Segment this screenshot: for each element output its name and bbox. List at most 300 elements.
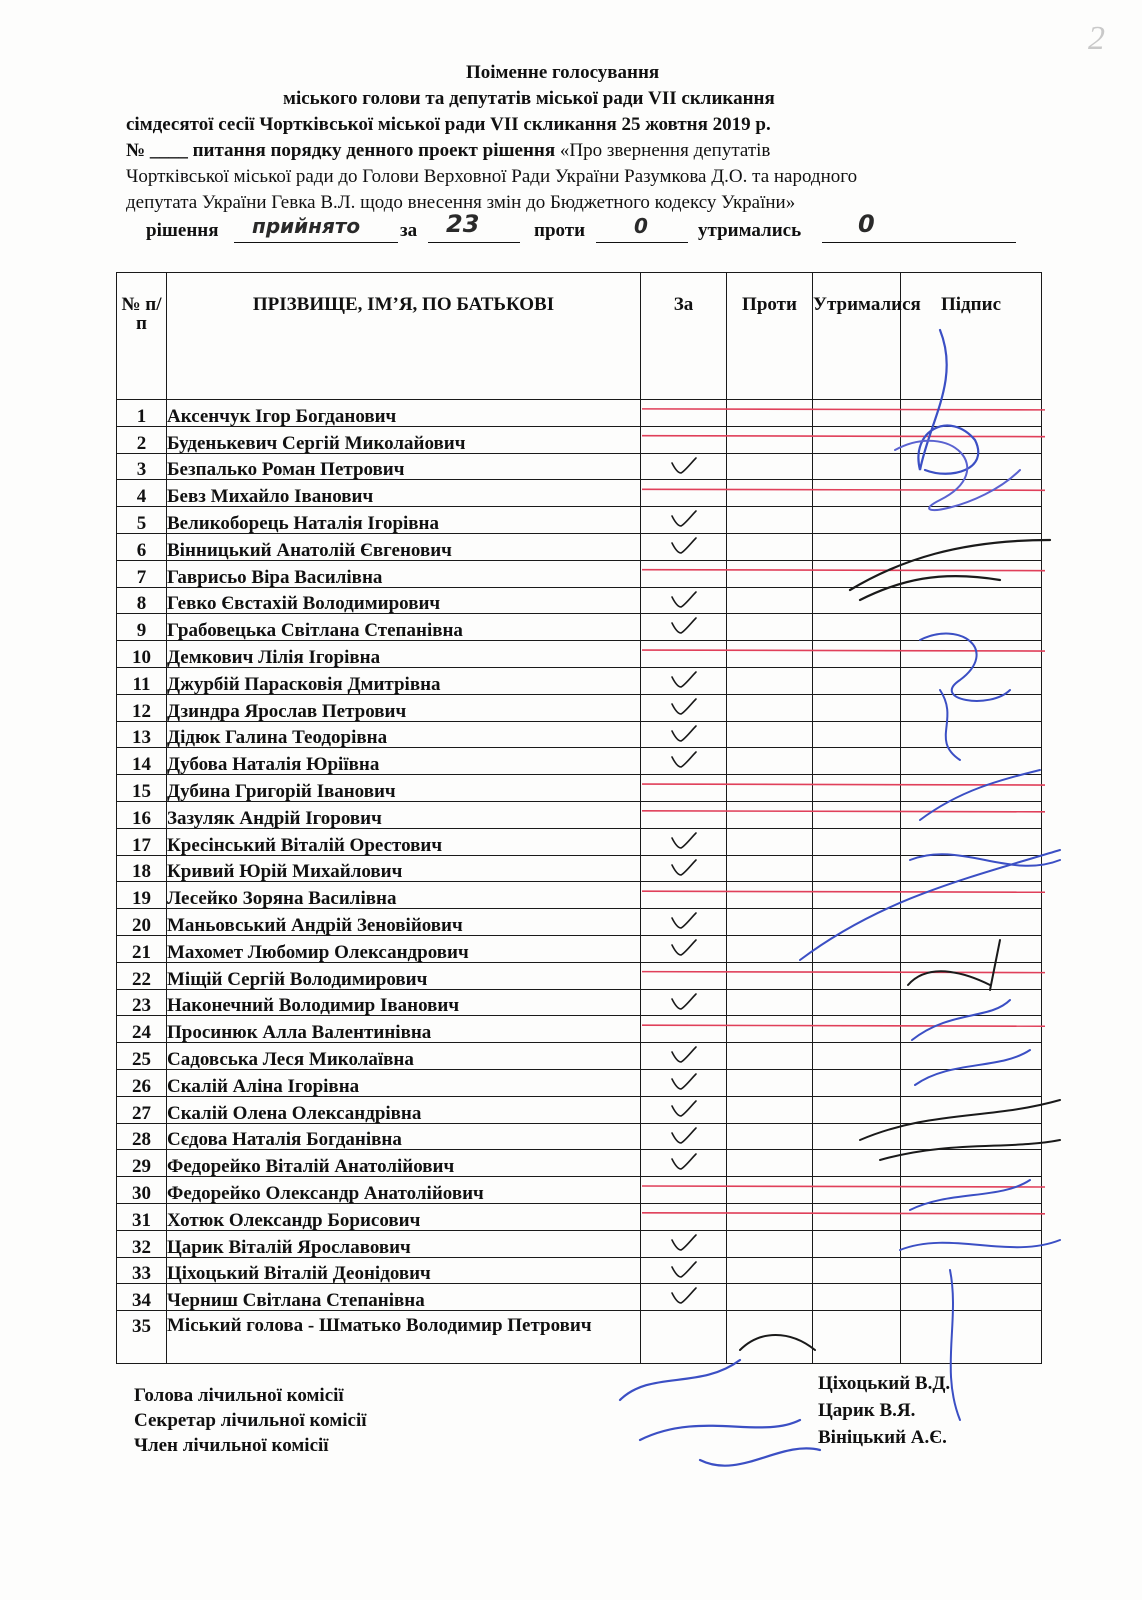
row-number: 16	[117, 801, 167, 828]
header-abstained: Утрималися	[813, 273, 901, 400]
abstained-value: 0	[858, 210, 875, 238]
member-label: Член лічильної комісії	[134, 1435, 329, 1456]
row-against-cell	[727, 1069, 813, 1096]
row-name: Кресінський Віталій Орестович	[167, 828, 641, 855]
row-for-cell	[641, 1016, 727, 1043]
row-for-cell	[641, 614, 727, 641]
checkmark-icon	[669, 1125, 699, 1147]
document-title: Поіменне голосування	[466, 62, 660, 83]
row-against-cell	[727, 400, 813, 427]
row-against-cell	[727, 641, 813, 668]
row-number: 28	[117, 1123, 167, 1150]
row-abstained-cell	[813, 480, 901, 507]
footer-signature	[620, 1360, 820, 1466]
table-row	[117, 748, 1042, 775]
checkmark-icon	[669, 589, 699, 611]
row-name: Вінницький Анатолій Євгенович	[167, 533, 641, 560]
checkmark-icon	[669, 937, 699, 959]
row-number: 25	[117, 1043, 167, 1070]
row-name: Безпалько Роман Петрович	[167, 453, 641, 480]
row-number: 5	[117, 507, 167, 534]
row-against-cell	[727, 855, 813, 882]
commission-names	[818, 1370, 950, 1451]
row-against-cell	[727, 935, 813, 962]
row-for-cell	[641, 1150, 727, 1177]
row-for-cell	[641, 989, 727, 1016]
row-against-cell	[727, 1043, 813, 1070]
row-against-cell	[727, 533, 813, 560]
row-against-cell	[727, 614, 813, 641]
row-for-cell	[641, 748, 727, 775]
table-row	[117, 989, 1042, 1016]
row-name: Наконечний Володимир Іванович	[167, 989, 641, 1016]
row-number: 19	[117, 882, 167, 909]
row-abstained-cell	[813, 641, 901, 668]
row-number: 10	[117, 641, 167, 668]
row-signature-cell	[901, 480, 1042, 507]
row-abstained-cell	[813, 1043, 901, 1070]
row-against-cell	[727, 1123, 813, 1150]
row-signature-cell	[901, 748, 1042, 775]
row-signature-cell	[901, 453, 1042, 480]
row-name: Буденькевич Сергій Миколайович	[167, 426, 641, 453]
table-row	[117, 1230, 1042, 1257]
row-against-cell	[727, 1311, 813, 1364]
row-abstained-cell	[813, 453, 901, 480]
row-number: 23	[117, 989, 167, 1016]
row-abstained-cell	[813, 1311, 901, 1364]
row-signature-cell	[901, 426, 1042, 453]
row-against-cell	[727, 426, 813, 453]
row-number: 35	[117, 1311, 167, 1364]
row-abstained-cell	[813, 775, 901, 802]
row-against-cell	[727, 1177, 813, 1204]
row-signature-cell	[901, 828, 1042, 855]
row-for-cell	[641, 1123, 727, 1150]
row-abstained-cell	[813, 533, 901, 560]
decision-value: прийнято	[252, 214, 361, 238]
row-number: 27	[117, 1096, 167, 1123]
row-number: 8	[117, 587, 167, 614]
table-row	[117, 480, 1042, 507]
row-number: 31	[117, 1203, 167, 1230]
row-abstained-cell	[813, 560, 901, 587]
table-row	[117, 1311, 1042, 1364]
row-for-cell	[641, 1230, 727, 1257]
row-for-cell	[641, 1069, 727, 1096]
checkmark-icon	[669, 723, 699, 745]
row-against-cell	[727, 1150, 813, 1177]
table-row	[117, 1043, 1042, 1070]
row-signature-cell	[901, 400, 1042, 427]
row-name: Демкович Лілія Ігорівна	[167, 641, 641, 668]
row-signature-cell	[901, 935, 1042, 962]
row-number: 15	[117, 775, 167, 802]
table-row	[117, 614, 1042, 641]
row-name: Просинюк Алла Валентинівна	[167, 1016, 641, 1043]
row-number: 26	[117, 1069, 167, 1096]
row-signature-cell	[901, 1257, 1042, 1284]
row-signature-cell	[901, 989, 1042, 1016]
row-number: 21	[117, 935, 167, 962]
row-signature-cell	[901, 694, 1042, 721]
row-number: 29	[117, 1150, 167, 1177]
row-for-cell	[641, 694, 727, 721]
row-for-cell	[641, 480, 727, 507]
row-against-cell	[727, 828, 813, 855]
row-signature-cell	[901, 1311, 1042, 1364]
row-name: Аксенчук Ігор Богданович	[167, 400, 641, 427]
table-row	[117, 882, 1042, 909]
row-signature-cell	[901, 533, 1042, 560]
row-abstained-cell	[813, 1203, 901, 1230]
row-name: Дідюк Галина Теодорівна	[167, 721, 641, 748]
row-name: Дубина Григорій Іванович	[167, 775, 641, 802]
row-signature-cell	[901, 855, 1042, 882]
row-abstained-cell	[813, 694, 901, 721]
row-signature-cell	[901, 1284, 1042, 1311]
member-name: Вініцький А.Є.	[818, 1427, 947, 1448]
row-name: Міський голова - Шматько Володимир Петрович	[167, 1311, 641, 1364]
row-number: 18	[117, 855, 167, 882]
row-for-cell	[641, 426, 727, 453]
row-against-cell	[727, 480, 813, 507]
row-against-cell	[727, 962, 813, 989]
row-abstained-cell	[813, 1016, 901, 1043]
row-abstained-cell	[813, 614, 901, 641]
table-row	[117, 453, 1042, 480]
row-number: 2	[117, 426, 167, 453]
roll-call-table	[116, 272, 1042, 1364]
row-signature-cell	[901, 507, 1042, 534]
table-row	[117, 1096, 1042, 1123]
row-abstained-cell	[813, 587, 901, 614]
row-for-cell	[641, 1096, 727, 1123]
secretary-label: Секретар лічильної комісії	[134, 1410, 367, 1431]
row-for-cell	[641, 775, 727, 802]
checkmark-icon	[669, 1044, 699, 1066]
row-abstained-cell	[813, 426, 901, 453]
secretary-name: Царик В.Я.	[818, 1400, 916, 1421]
row-number: 9	[117, 614, 167, 641]
row-against-cell	[727, 667, 813, 694]
row-against-cell	[727, 989, 813, 1016]
row-for-cell	[641, 400, 727, 427]
row-signature-cell	[901, 1177, 1042, 1204]
chair-label: Голова лічильної комісії	[134, 1385, 344, 1406]
row-against-cell	[727, 1016, 813, 1043]
table-row	[117, 775, 1042, 802]
row-signature-cell	[901, 1016, 1042, 1043]
row-signature-cell	[901, 614, 1042, 641]
checkmark-icon	[669, 615, 699, 637]
checkmark-icon	[669, 1151, 699, 1173]
row-against-cell	[727, 775, 813, 802]
row-name: Кривий Юрій Михайлович	[167, 855, 641, 882]
row-for-cell	[641, 855, 727, 882]
header-against: Проти	[727, 273, 813, 400]
table-row	[117, 828, 1042, 855]
checkmark-icon	[669, 1259, 699, 1281]
row-name: Дзиндра Ярослав Петрович	[167, 694, 641, 721]
header-line-3: сімдесятої сесії Чортківської міської ради VII скликання 25 жовтня 2019 р.	[126, 114, 771, 135]
row-number: 24	[117, 1016, 167, 1043]
decision-line	[146, 210, 1026, 246]
row-abstained-cell	[813, 1150, 901, 1177]
row-abstained-cell	[813, 935, 901, 962]
row-name: Сєдова Наталія Богданівна	[167, 1123, 641, 1150]
row-name: Лесейко Зоряна Василівна	[167, 882, 641, 909]
row-abstained-cell	[813, 989, 901, 1016]
row-for-cell	[641, 1311, 727, 1364]
row-signature-cell	[901, 801, 1042, 828]
for-label: за	[400, 220, 418, 241]
header-name: ПРІЗВИЩЕ, ІМ’Я, ПО БАТЬКОВІ	[167, 273, 641, 400]
page-number: 2	[1088, 20, 1105, 57]
row-name: Маньовський Андрій Зеновійович	[167, 909, 641, 936]
table-row	[117, 721, 1042, 748]
row-name: Грабовецька Світлана Степанівна	[167, 614, 641, 641]
row-for-cell	[641, 962, 727, 989]
decision-label: рішення	[146, 220, 219, 241]
row-for-cell	[641, 667, 727, 694]
row-for-cell	[641, 721, 727, 748]
table-row	[117, 801, 1042, 828]
row-number: 13	[117, 721, 167, 748]
row-for-cell	[641, 1257, 727, 1284]
row-name: Міщій Сергій Володимирович	[167, 962, 641, 989]
row-name: Махомет Любомир Олександрович	[167, 935, 641, 962]
table-row	[117, 1016, 1042, 1043]
row-abstained-cell	[813, 667, 901, 694]
chair-name: Ціхоцький В.Д.	[818, 1373, 951, 1394]
row-against-cell	[727, 587, 813, 614]
row-signature-cell	[901, 962, 1042, 989]
row-number: 14	[117, 748, 167, 775]
against-label: проти	[534, 220, 586, 241]
row-for-cell	[641, 801, 727, 828]
for-value: 23	[446, 210, 480, 238]
row-against-cell	[727, 1284, 813, 1311]
checkmark-icon	[669, 508, 699, 530]
table-row	[117, 1150, 1042, 1177]
checkmark-icon	[669, 991, 699, 1013]
row-for-cell	[641, 1284, 727, 1311]
row-number: 12	[117, 694, 167, 721]
row-against-cell	[727, 1257, 813, 1284]
row-name: Федорейко Олександр Анатолійович	[167, 1177, 641, 1204]
row-name: Гаврисьо Віра Василівна	[167, 560, 641, 587]
row-for-cell	[641, 1203, 727, 1230]
checkmark-icon	[669, 830, 699, 852]
row-name: Гевко Євстахій Володимирович	[167, 587, 641, 614]
row-signature-cell	[901, 775, 1042, 802]
row-name: Черниш Світлана Степанівна	[167, 1284, 641, 1311]
table-row	[117, 909, 1042, 936]
row-against-cell	[727, 909, 813, 936]
row-signature-cell	[901, 1096, 1042, 1123]
row-abstained-cell	[813, 748, 901, 775]
row-abstained-cell	[813, 1257, 901, 1284]
row-name: Садовська Леся Миколаївна	[167, 1043, 641, 1070]
table-row	[117, 855, 1042, 882]
checkmark-icon	[669, 669, 699, 691]
table-row	[117, 667, 1042, 694]
header-line-4	[126, 140, 770, 162]
row-against-cell	[727, 1096, 813, 1123]
row-abstained-cell	[813, 855, 901, 882]
row-number: 7	[117, 560, 167, 587]
against-value: 0	[634, 214, 648, 238]
row-against-cell	[727, 721, 813, 748]
checkmark-icon	[669, 1071, 699, 1093]
row-signature-cell	[901, 909, 1042, 936]
header-number: № п/п	[117, 273, 167, 400]
checkmark-icon	[669, 1285, 699, 1307]
row-signature-cell	[901, 587, 1042, 614]
table-row	[117, 560, 1042, 587]
row-against-cell	[727, 1203, 813, 1230]
table-row	[117, 587, 1042, 614]
row-number: 33	[117, 1257, 167, 1284]
row-for-cell	[641, 453, 727, 480]
table-row	[117, 507, 1042, 534]
checkmark-icon	[669, 857, 699, 879]
row-signature-cell	[901, 1123, 1042, 1150]
table-row	[117, 694, 1042, 721]
row-against-cell	[727, 801, 813, 828]
table-row	[117, 641, 1042, 668]
row-against-cell	[727, 453, 813, 480]
row-abstained-cell	[813, 882, 901, 909]
table-row	[117, 426, 1042, 453]
row-abstained-cell	[813, 400, 901, 427]
row-abstained-cell	[813, 507, 901, 534]
header-for: За	[641, 273, 727, 400]
row-against-cell	[727, 560, 813, 587]
row-number: 11	[117, 667, 167, 694]
checkmark-icon	[669, 1098, 699, 1120]
table-row	[117, 1257, 1042, 1284]
table-row	[117, 1069, 1042, 1096]
row-signature-cell	[901, 641, 1042, 668]
checkmark-icon	[669, 1232, 699, 1254]
table-row	[117, 1203, 1042, 1230]
row-name: Дубова Наталія Юріївна	[167, 748, 641, 775]
row-abstained-cell	[813, 1123, 901, 1150]
table-row	[117, 935, 1042, 962]
table-header-row	[117, 273, 1042, 400]
row-against-cell	[727, 748, 813, 775]
checkmark-icon	[669, 910, 699, 932]
table-row	[117, 1123, 1042, 1150]
row-name: Ціхоцький Віталій Деонідович	[167, 1257, 641, 1284]
row-against-cell	[727, 507, 813, 534]
commission-labels	[134, 1383, 367, 1458]
row-for-cell	[641, 507, 727, 534]
row-signature-cell	[901, 1150, 1042, 1177]
row-for-cell	[641, 1177, 727, 1204]
row-abstained-cell	[813, 1096, 901, 1123]
row-for-cell	[641, 882, 727, 909]
row-for-cell	[641, 641, 727, 668]
agenda-item-text: «Про звернення депутатів	[559, 140, 771, 161]
checkmark-icon	[669, 696, 699, 718]
row-abstained-cell	[813, 1284, 901, 1311]
row-number: 32	[117, 1230, 167, 1257]
row-signature-cell	[901, 1043, 1042, 1070]
row-abstained-cell	[813, 1177, 901, 1204]
row-number: 17	[117, 828, 167, 855]
row-for-cell	[641, 935, 727, 962]
row-number: 1	[117, 400, 167, 427]
row-signature-cell	[901, 721, 1042, 748]
row-abstained-cell	[813, 909, 901, 936]
row-for-cell	[641, 1043, 727, 1070]
row-name: Джурбій Парасковія Дмитрівна	[167, 667, 641, 694]
row-name: Бевз Михайло Іванович	[167, 480, 641, 507]
row-name: Скалій Аліна Ігорівна	[167, 1069, 641, 1096]
checkmark-icon	[669, 749, 699, 771]
row-for-cell	[641, 909, 727, 936]
row-abstained-cell	[813, 801, 901, 828]
header-line-6: депутата України Гевка В.Л. щодо внесення змін до Бюджетного кодексу України»	[126, 192, 796, 213]
row-signature-cell	[901, 667, 1042, 694]
row-number: 3	[117, 453, 167, 480]
row-abstained-cell	[813, 1230, 901, 1257]
row-against-cell	[727, 694, 813, 721]
row-number: 22	[117, 962, 167, 989]
checkmark-icon	[669, 455, 699, 477]
table-row	[117, 533, 1042, 560]
row-for-cell	[641, 560, 727, 587]
row-name: Царик Віталій Ярославович	[167, 1230, 641, 1257]
row-name: Федорейко Віталій Анатолійович	[167, 1150, 641, 1177]
row-signature-cell	[901, 1203, 1042, 1230]
row-number: 20	[117, 909, 167, 936]
checkmark-icon	[669, 535, 699, 557]
row-for-cell	[641, 828, 727, 855]
row-abstained-cell	[813, 962, 901, 989]
row-name: Зазуляк Андрій Ігорович	[167, 801, 641, 828]
header-line-5: Чортківської міської ради до Голови Верховної Ради України Разумкова Д.О. та народного	[126, 166, 858, 187]
row-number: 30	[117, 1177, 167, 1204]
row-for-cell	[641, 533, 727, 560]
table-row	[117, 1177, 1042, 1204]
table-row	[117, 962, 1042, 989]
row-abstained-cell	[813, 1069, 901, 1096]
row-signature-cell	[901, 1230, 1042, 1257]
row-signature-cell	[901, 560, 1042, 587]
table-row	[117, 400, 1042, 427]
table-row	[117, 1284, 1042, 1311]
row-name: Хотюк Олександр Борисович	[167, 1203, 641, 1230]
row-against-cell	[727, 1230, 813, 1257]
row-for-cell	[641, 587, 727, 614]
row-signature-cell	[901, 882, 1042, 909]
row-number: 6	[117, 533, 167, 560]
row-signature-cell	[901, 1069, 1042, 1096]
abstained-label: утримались	[698, 220, 802, 241]
row-against-cell	[727, 882, 813, 909]
row-abstained-cell	[813, 721, 901, 748]
row-name: Скалій Олена Олександрівна	[167, 1096, 641, 1123]
header-line-2: міського голови та депутатів міської ради VII скликання	[283, 88, 775, 109]
row-abstained-cell	[813, 828, 901, 855]
row-name: Великоборець Наталія Ігорівна	[167, 507, 641, 534]
row-number: 4	[117, 480, 167, 507]
row-number: 34	[117, 1284, 167, 1311]
